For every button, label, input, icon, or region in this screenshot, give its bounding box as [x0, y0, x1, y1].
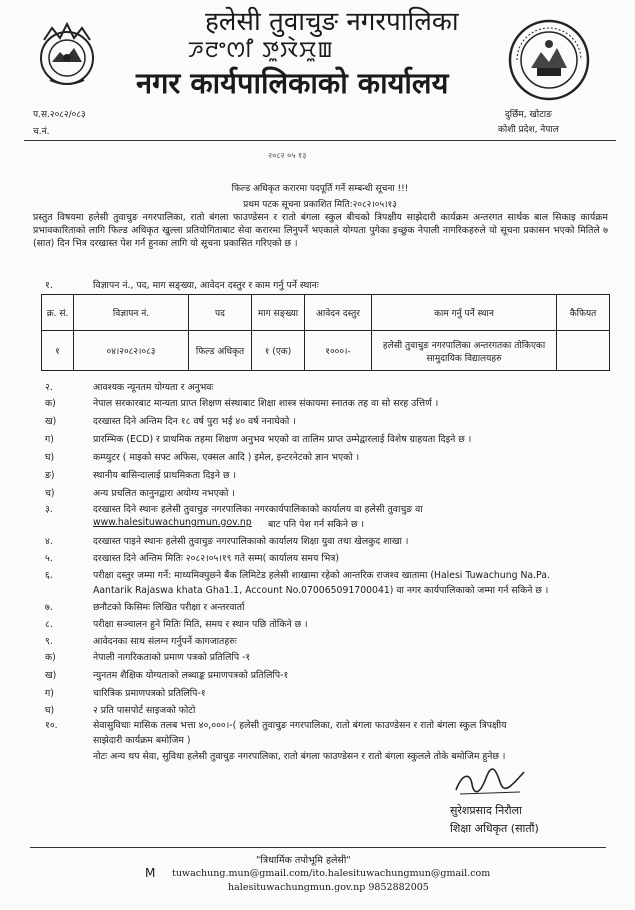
s9-item-marker: घ): [45, 705, 55, 716]
header-divider: [24, 140, 616, 141]
section-8-number: ८.: [45, 619, 53, 630]
dispatch-number: च.नं.: [33, 127, 50, 137]
section-3-number: ३.: [45, 504, 53, 515]
section-1-number: १.: [45, 280, 53, 291]
nepal-emblem-logo: [30, 18, 104, 92]
signatory-name: सुरेशप्रसाद निरौला: [450, 804, 522, 817]
section-9-number: ९.: [45, 636, 53, 647]
s2-item-text: दरखास्त दिने अन्तिम दिन १८ वर्ष पुरा भई ४० वर्ष ननाघेको ।: [93, 416, 296, 427]
signature-image: [450, 764, 530, 800]
col-demand: माग सङ्ख्या: [252, 295, 305, 331]
section-7-text: छनौटको किसिमः लिखित परीक्षा र अन्तरवार्ता: [93, 602, 245, 613]
s2-item-marker: ख): [45, 416, 57, 427]
s9-item-text: न्युनतम शैक्षिक योग्यताको लब्धाङ्क प्रमाणपत्रको प्रतिलिपि-१: [93, 670, 289, 681]
faint-mark: २०८२ ०५ १३: [268, 151, 307, 160]
s2-item-marker: च): [45, 488, 55, 499]
section-3-text: दरखास्त दिने स्थानः हलेसी तुवाचुङ नगरपालिका नगरकार्यपालिकाको कार्यालय वा हलेसी तुवाचुङ वा: [93, 504, 423, 515]
office-name: नगर कार्यपालिकाको कार्यालय: [136, 66, 449, 100]
notice-intro: प्रस्तुत विषयमा हलेसी तुवाचुङ नगरपालिका, रातो बंगला फाउण्डेसन र रातो बंगला स्कुल बीचको त्रिपक्षीय साझेदारी कार्यक्रम अन्तरगत सार्थक बाल सिकाइ कार्यक्रम प्रभावकारिताको लागि फिल्ड अधिकृत खुल्ला प्रतियोगिताबाट सेवा करारमा लिनुपर्ने भएकाले योग्यता पुगेका इच्छुक नेपाली नागरिकहरुले यो सूचना प्रकासन भएको मितिले ७ (सात) दिन भित्र दरखास्त पेश गर्न हुनका लागि यो सूचना प्रकासित गरिएको छ ।: [33, 212, 608, 249]
cell-serial: १: [42, 331, 74, 371]
vacancy-table: [41, 294, 610, 371]
s9-item-marker: ग): [45, 688, 54, 699]
s2-item-marker: ग): [45, 434, 54, 445]
s2-item-text: स्थानीय बासिन्दालाई प्राथमिकता दिइने छ ।: [93, 470, 236, 481]
section-5-text: दरखास्त दिने अन्तिम मितिः २०८२।०५।१९ गते सम्म( कार्यालय समय भित्र): [93, 553, 340, 564]
section-6-text-line1: परीक्षा दस्तुर जम्मा गर्ने: माध्यमिक्पुछ्ने बैंक लिमिटेड हलेसी शाखामा रहेको आन्तरिक राजश्व खातामा (Halesi Tuwachung Na.Pa.: [93, 570, 550, 581]
section-10-line1: सेवासुविधाः मासिक तलब भत्ता ४०,०००।-( हलेसी तुवाचुङ नगरपालिका, रातो बंगला फाउण्डेसन र रातो बंगला स्कुल त्रिपक्षीय: [93, 720, 507, 731]
s2-item-text: कम्प्युटर ( माइको सफ्ट अफिस, एक्सल आदि ) इमेल, इन्टरनेटको ज्ञान भएको ।: [93, 452, 360, 463]
table-row: [42, 331, 610, 371]
footer-motto: "त्रिधार्मिक तपोभूमि हलेसी": [256, 855, 351, 866]
section-2-number: २.: [45, 382, 53, 393]
section-4-text: दरखास्त पाइने स्थानः हलेसी तुवाचुङ नगरपालिकाको कार्यालय शिक्षा युवा तथा खेलकुद शाखा ।: [93, 536, 409, 547]
s2-item-text: नेपाल सरकारबाट मान्यता प्राप्त शिक्षण संस्थाबाट शिक्षा शास्त्र संकायमा स्नातक तह वा सो सरह उत्तिर्ण ।: [93, 398, 439, 409]
municipality-seal-logo: [507, 18, 591, 102]
section-6-number: ६.: [45, 570, 53, 581]
section-4-number: ४.: [45, 536, 53, 547]
cell-workplace: हलेसी तुवाचुङ नगरपालिका अन्तरगतका तोकिएका सामुदायिक विद्यालयहरु: [372, 331, 557, 371]
cell-post: फिल्ड अधिकृत: [189, 331, 252, 371]
col-workplace: काम गर्नु पर्ने स्थान: [372, 295, 557, 331]
footer-divider: [30, 847, 606, 848]
col-remarks: कैफियत: [557, 295, 610, 331]
s2-item-marker: क): [45, 398, 56, 409]
section-2-heading: आवश्यक न्यूनतम योग्यता र अनुभवः: [93, 382, 214, 393]
section-5-number: ५.: [45, 553, 53, 564]
publish-date: प्रथम पटक सूचना प्रकाशित मिति:२०८२।०५।१३: [243, 200, 397, 210]
col-serial: क्र. सं.: [42, 295, 74, 331]
s2-item-text: अन्य प्रचलित कानुनद्वारा अयोग्य नभएको ।: [93, 488, 235, 499]
cell-demand: १ (एक): [252, 331, 305, 371]
section-9-heading: आवेदनका साथ संलग्न गर्नुपर्ने कागजातहरुः: [93, 636, 237, 647]
notice-title: फिल्ड अधिकृत करारमा पदपूर्ति गर्ने सम्बन्धी सूचना !!!: [231, 184, 409, 194]
s9-item-text: नेपाली नागरिकताको प्रमाण पत्रको प्रतिलिपि -१: [93, 652, 251, 663]
section-7-number: ७.: [45, 602, 53, 613]
cell-fee: १०००।-: [305, 331, 372, 371]
col-post: पद: [189, 295, 252, 331]
section-3-suffix: बाट पनि पेश गर्न सकिने छ ।: [268, 519, 365, 530]
mail-icon: M: [145, 866, 156, 880]
cell-remarks: [557, 331, 610, 371]
section-6-text-line2: Aantarik Rajaswa khata Gha1.1, Account No.070065091700041) वा नगर कार्यपालिकाको जम्मा गर्न सकिने छ ।: [93, 585, 549, 596]
signatory-title: शिक्षा अधिकृत (सातौं): [450, 822, 539, 835]
col-notice-number: विज्ञापन नं.: [74, 295, 189, 331]
section-10-number: १०.: [45, 720, 58, 731]
municipality-name-script: ꯍꯂꯦꯁꯤ ꯇꯨꯋꯥꯆꯨꯡ: [188, 38, 334, 63]
s9-item-marker: क): [45, 652, 56, 663]
s2-item-text: प्रारम्भिक (ECD) र प्राथमिक तहमा शिक्षण अनुभव भएको वा तालिम प्राप्त उम्मेद्वारलाई विशेष ग्राहयता दिइने छ ।: [93, 434, 472, 445]
address-line-2: कोशी प्रदेश, नेपाल: [498, 125, 559, 135]
s2-item-marker: घ): [45, 452, 55, 463]
footer-email[interactable]: tuwachung.mun@gmail.com/ito.halesituwachungmun@gmail.com: [172, 868, 491, 879]
s9-item-text: चारित्रिक प्रमाणपत्रको प्रतिलिपि-१: [93, 688, 206, 699]
section-10-line2: साझेदारी कार्यक्रम बमोजिम ): [93, 735, 191, 746]
fiscal-year: प.स.२०८२/०८३: [33, 110, 86, 120]
cell-notice-number: ०४।२०८२।०८३: [74, 331, 189, 371]
section-1-heading: विज्ञापन नं., पद, माग सङ्ख्या, आवेदन दस्तुर र काम गर्नु पर्ने स्थानः: [93, 280, 319, 291]
s2-item-marker: ङ): [45, 470, 55, 481]
section-8-text: परीक्षा सञ्चालन हुने मितिः मिति, समय र स्थान पछि तोकिने छ ।: [93, 619, 308, 630]
section-10-note: नोटः अन्य थप सेवा, सुविधा हलेसी तुवाचुङ नगरपालिका, रातो बंगला फाउण्डेसन र रातो बंगला स्कुलले तोके बमोजिम हुनेछ ।: [93, 751, 506, 762]
col-fee: आवेदन दस्तुर: [305, 295, 372, 331]
municipality-name: हलेसी तुवाचुङ नगरपालिका: [205, 7, 459, 37]
address-line-1: दुर्छिम, खोटाङ: [505, 110, 552, 120]
footer-contact[interactable]: halesituwachungmun.gov.np 9852882005: [228, 882, 429, 893]
website-link[interactable]: www.halesituwachungmun.gov.np: [93, 517, 252, 528]
s9-item-marker: ख): [45, 670, 57, 681]
s9-item-text: २ प्रति पासपोर्ट साइजको फोटो: [93, 705, 196, 716]
